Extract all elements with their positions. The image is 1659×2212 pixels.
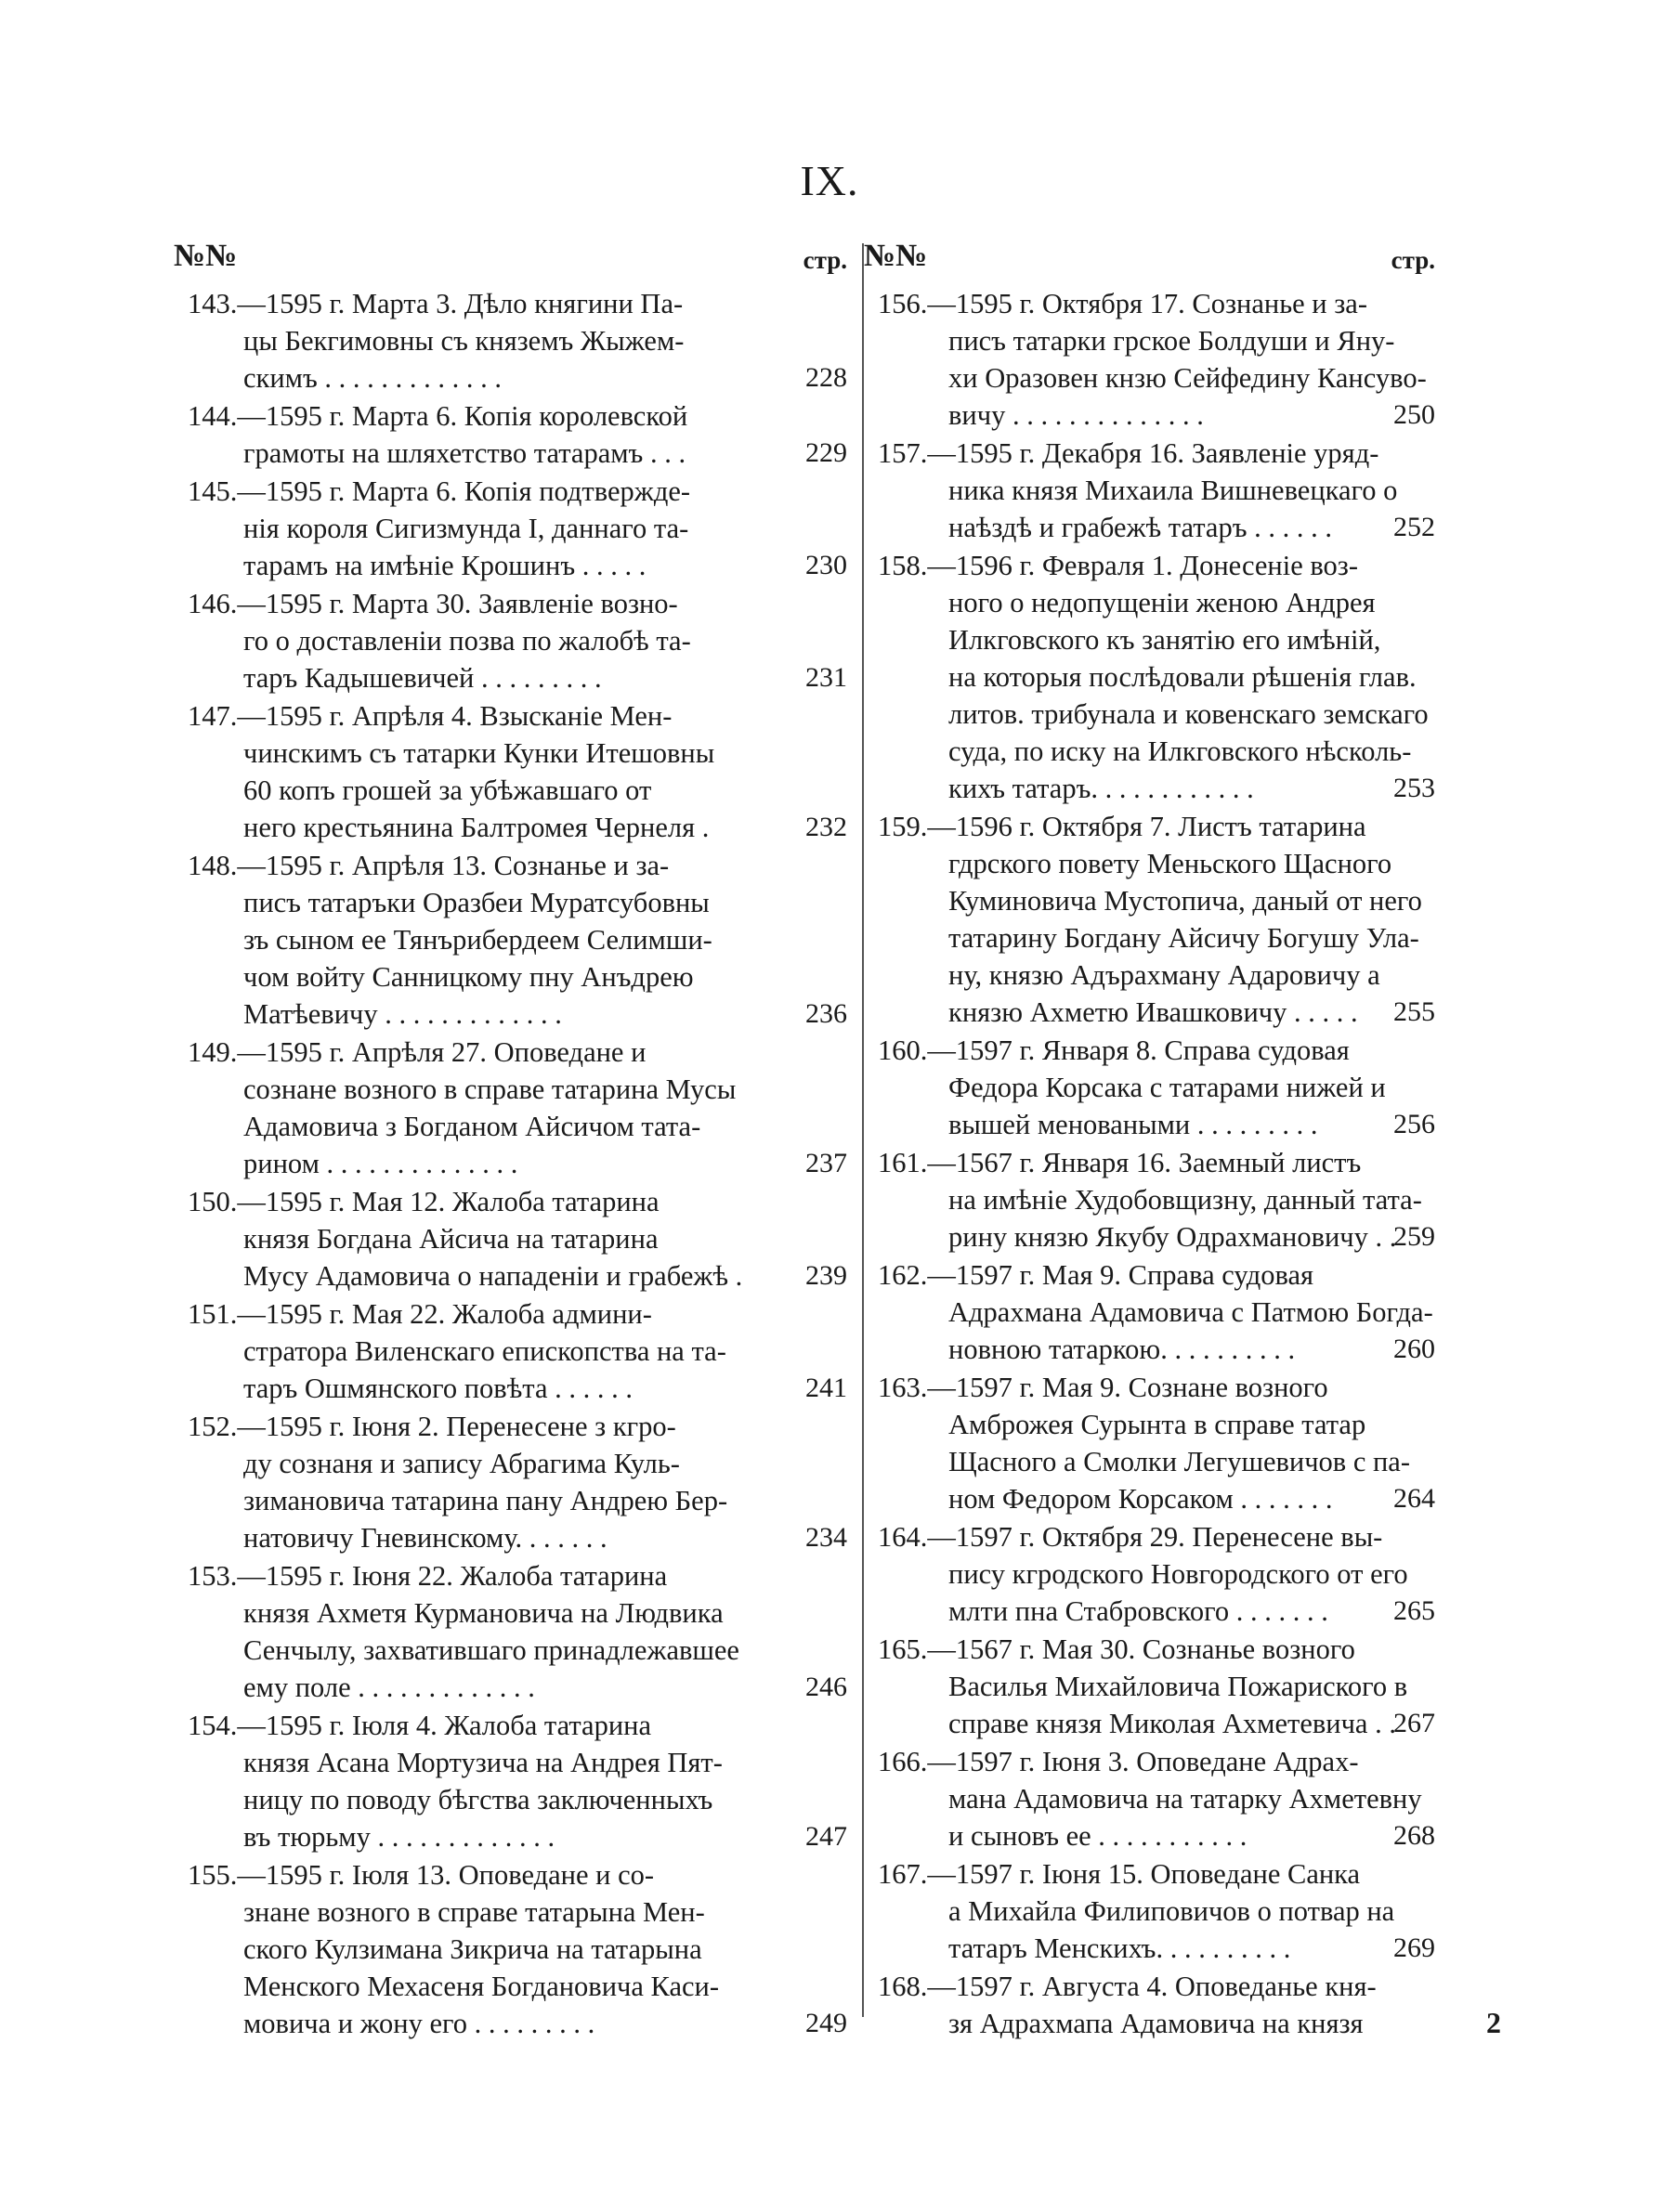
entry-continuation-line: вышей меноваными . . . . . . . . .	[948, 1109, 1318, 1140]
right-column	[864, 237, 1435, 2043]
entry-continuation-line: грамоты на шляхетство татарамъ . . .	[243, 437, 686, 469]
toc-entry	[188, 1295, 847, 1407]
entry-page-number: 236	[805, 998, 847, 1029]
toc-entry	[188, 585, 847, 696]
entry-continuation-line: мана Адамовича на татарку Ахметевну	[948, 1783, 1422, 1815]
entry-continuation-line: хи Оразовен кнзю Сейфедину Кансуво-	[948, 362, 1427, 394]
toc-entry	[188, 397, 847, 472]
entry-title-line: 161.—1567 г. Января 16. Заемный листъ	[878, 1147, 1362, 1178]
toc-entry	[878, 1631, 1435, 1742]
entry-continuation-line: Илкговского къ занятію его имѣній,	[948, 624, 1381, 656]
entry-title-line: 148.—1595 г. Апрѣля 13. Сознанье и за-	[188, 850, 670, 881]
entry-title-line: 153.—1595 г. Іюня 22. Жалоба татарина	[188, 1560, 668, 1592]
entry-page-number: 264	[1393, 1483, 1435, 1514]
entry-continuation-line: чинскимъ съ татарки Кунки Итешовны	[243, 737, 715, 769]
entry-title-line: 166.—1597 г. Іюня 3. Оповедане Адрах-	[878, 1746, 1359, 1777]
entry-continuation-line: зимановича татарина пану Андрею Бер-	[243, 1485, 728, 1516]
entry-continuation-line: нія короля Сигизмунда I, даннаго та-	[243, 513, 689, 544]
entry-continuation-line: а Михайла Филиповичов о потвар на	[948, 1895, 1395, 1927]
entry-continuation-line: на имѣніе Худобовщизну, данный тата-	[948, 1184, 1422, 1216]
entry-page-number: 247	[805, 1821, 847, 1852]
entry-continuation-line: вичу . . . . . . . . . . . . . .	[948, 399, 1204, 431]
entry-page-number: 267	[1393, 1708, 1435, 1738]
entry-continuation-line: скимъ . . . . . . . . . . . . .	[243, 362, 502, 394]
entry-page-number: 268	[1393, 1820, 1435, 1851]
entry-continuation-line: Куминовича Мустопича, даный от него	[948, 885, 1422, 917]
entry-continuation-line: суда, по иску на Илкговского нѣсколь-	[948, 735, 1412, 767]
entry-continuation-line: и сыновъ ее . . . . . . . . . . .	[948, 1820, 1248, 1852]
entry-continuation-line: зъ сыном ее Тянърибердеем Селимши-	[243, 924, 712, 956]
entry-title-line: 149.—1595 г. Апрѣля 27. Оповедане и	[188, 1036, 647, 1068]
entry-title-line: 163.—1597 г. Мая 9. Сознане возного	[878, 1372, 1328, 1403]
entry-page-number: 265	[1393, 1595, 1435, 1626]
entry-continuation-line: писъ татарки грское Болдуши и Яну-	[948, 325, 1395, 357]
entry-continuation-line: писъ татаръки Оразбеи Муратсубовны	[243, 887, 710, 918]
entry-page-number: 255	[1393, 996, 1435, 1027]
entry-continuation-line: млти пна Стабровского . . . . . . .	[948, 1595, 1328, 1627]
toc-entry	[188, 847, 847, 1033]
entry-page-number: 256	[1393, 1109, 1435, 1139]
toc-entry	[188, 1183, 847, 1295]
entry-continuation-line: князю Ахметю Ивашковичу . . . . .	[948, 996, 1358, 1028]
entry-page-number: 232	[805, 812, 847, 842]
entry-title-line: 146.—1595 г. Марта 30. Заявленіе возно-	[188, 588, 678, 619]
entry-page-number: 259	[1393, 1221, 1435, 1252]
entry-continuation-line: татарину Богдану Айсичу Богушу Ула-	[948, 922, 1419, 954]
entry-continuation-line: наѣздѣ и грабежѣ татаръ . . . . . .	[948, 512, 1332, 543]
entry-continuation-line: таръ Ошмянского повѣта . . . . . .	[243, 1373, 634, 1404]
entry-continuation-line: Адамовича з Богданом Айсичом тата-	[243, 1111, 701, 1142]
entry-title-line: 143.—1595 г. Марта 3. Дѣло княгини Па-	[188, 288, 684, 319]
toc-entry	[878, 1256, 1435, 1368]
entry-continuation-line: на которыя послѣдовали рѣшенія глав.	[948, 661, 1417, 693]
entry-continuation-line: сознане возного в справе татарина Мусы	[243, 1073, 737, 1105]
entry-continuation-line: натовичу Гневинскому. . . . . . .	[243, 1522, 607, 1554]
entry-continuation-line: ного о недопущеніи женою Андрея	[948, 587, 1376, 618]
entry-page-number: 230	[805, 550, 847, 580]
toc-entry	[878, 547, 1435, 807]
entry-title-line: 160.—1597 г. Января 8. Справа судовая	[878, 1034, 1350, 1066]
entry-page-number: 246	[805, 1672, 847, 1702]
entry-continuation-line: стратора Виленскагo епископства на та-	[243, 1335, 726, 1367]
entry-continuation-line: справе князя Миколая Ахметевича . .	[948, 1708, 1396, 1739]
entry-continuation-line: татаръ Менскихъ. . . . . . . . . .	[948, 1932, 1291, 1964]
entry-title-line: 156.—1595 г. Октября 17. Сознанье и за-	[878, 288, 1367, 319]
toc-entry	[878, 1855, 1435, 1967]
entry-title-line: 144.—1595 г. Марта 6. Копія королевской	[188, 400, 688, 432]
entry-continuation-line: ника князя Михаила Вишневецкаго о	[948, 475, 1398, 506]
entry-continuation-line: ном Федором Корсаком . . . . . . .	[948, 1483, 1333, 1515]
entry-continuation-line: чом войту Санницкому пну Анъдрею	[243, 961, 694, 993]
column-header	[864, 237, 1435, 285]
entry-continuation-line: Щасного а Смолки Легушевичов с па-	[948, 1446, 1410, 1477]
entry-continuation-line: зя Адрахмапа Адамовича на князя	[948, 2008, 1364, 2039]
entry-continuation-line: Федора Корсака с татарами нижей и	[948, 1072, 1386, 1103]
column-divider	[862, 243, 864, 2017]
entry-page-number: 252	[1393, 512, 1435, 542]
toc-entry	[878, 1743, 1435, 1854]
entry-continuation-line: ницу по поводу бѣгства заключенныхъ	[243, 1784, 713, 1815]
entry-page-number: 253	[1393, 773, 1435, 803]
entry-continuation-line: рином . . . . . . . . . . . . . .	[243, 1148, 518, 1179]
toc-entry	[878, 1518, 1435, 1630]
entry-title-line: 168.—1597 г. Августа 4. Оповеданье кня-	[878, 1971, 1377, 2002]
column-header	[174, 237, 847, 285]
toc-entry	[878, 435, 1435, 546]
numbers-heading: №№	[174, 239, 238, 273]
entry-list	[878, 285, 1435, 2042]
entry-continuation-line: мовича и жону его . . . . . . . . .	[243, 2008, 595, 2039]
toc-entry	[878, 285, 1435, 434]
entry-title-line: 157.—1595 г. Декабря 16. Заявленіе уряд-	[878, 437, 1379, 469]
entry-page-number: 249	[805, 2008, 847, 2038]
toc-entry	[188, 1034, 847, 1182]
entry-continuation-line: Сенчылу, захватившаго принадлежавшее	[243, 1634, 739, 1666]
entry-continuation-line: Адрахмана Адамовича с Патмою Богда-	[948, 1296, 1433, 1328]
entry-continuation-line: князя Богдана Айсича на татарина	[243, 1223, 659, 1255]
page-number: IX.	[800, 157, 859, 204]
toc-entry	[188, 1707, 847, 1855]
entry-continuation-line: таръ Кадышевичей . . . . . . . . .	[243, 662, 602, 694]
page-heading: стр.	[1391, 246, 1435, 274]
entry-title-line: 159.—1596 г. Октября 7. Листъ татарина	[878, 811, 1366, 842]
entry-continuation-line: знане возного в справе татарына Мен-	[243, 1896, 705, 1928]
toc-entry	[878, 1369, 1435, 1517]
entry-list	[188, 285, 847, 2042]
toc-entry	[188, 1557, 847, 1706]
entry-title-line: 152.—1595 г. Іюня 2. Перенесене з кгро-	[188, 1411, 676, 1442]
entry-continuation-line: Амброжея Сурынта в справе татар	[948, 1409, 1366, 1440]
entry-continuation-line: ну, князю Адърахману Адаровичу а	[948, 959, 1380, 991]
numbers-heading: №№	[864, 239, 928, 273]
entry-continuation-line: рину князю Якубу Одрахмановичу . .	[948, 1221, 1397, 1253]
entry-continuation-line: ему поле . . . . . . . . . . . . .	[243, 1672, 535, 1703]
entry-page-number: 229	[805, 437, 847, 468]
entry-title-line: 150.—1595 г. Мая 12. Жалоба татарина	[188, 1186, 660, 1217]
entry-page-number: 234	[805, 1522, 847, 1553]
entry-title-line: 151.—1595 г. Мая 22. Жалоба админи-	[188, 1298, 652, 1330]
entry-continuation-line: гдрского повету Меньского Щасного	[948, 848, 1392, 879]
toc-entry	[878, 1032, 1435, 1143]
entry-continuation-line: го о доставленіи позва по жалобѣ та-	[243, 625, 691, 657]
entry-continuation-line: ду сознаня и запису Абрагима Куль-	[243, 1448, 680, 1479]
entry-continuation-line: Мусу Адамовича о нападеніи и грабежѣ .	[243, 1260, 743, 1292]
toc-entry	[188, 473, 847, 584]
entry-page-number: 250	[1393, 399, 1435, 430]
entry-title-line: 162.—1597 г. Мая 9. Справа судовая	[878, 1259, 1314, 1291]
entry-continuation-line: Матѣевичу . . . . . . . . . . . . .	[243, 998, 562, 1030]
entry-continuation-line: цы Бекгимовны съ княземъ Жыжем-	[243, 325, 685, 357]
entry-continuation-line: кихъ татаръ. . . . . . . . . . . .	[948, 773, 1254, 804]
left-column	[174, 237, 847, 2043]
entry-page-number: 228	[805, 362, 847, 393]
entry-page-number: 260	[1393, 1334, 1435, 1364]
entry-title-line: 147.—1595 г. Апрѣля 4. Взысканіе Мен-	[188, 700, 673, 732]
entry-continuation-line: литов. трибунала и ковенскаго земскаго	[948, 698, 1429, 730]
entry-continuation-line: ского Кулзимана Зикрича на татарына	[243, 1933, 702, 1965]
toc-entry	[188, 697, 847, 846]
entry-title-line: 158.—1596 г. Февраля 1. Донесеніе воз-	[878, 550, 1359, 581]
entry-continuation-line: 60 копъ грошей за убѣжавшаго от	[243, 774, 652, 806]
entry-continuation-line: въ тюрьму . . . . . . . . . . . . .	[243, 1821, 555, 1853]
entry-title-line: 165.—1567 г. Мая 30. Сознанье возного	[878, 1633, 1355, 1665]
toc-entry	[188, 1856, 847, 2042]
entry-title-line: 154.—1595 г. Іюля 4. Жалоба татарина	[188, 1710, 652, 1741]
entry-title-line: 145.—1595 г. Марта 6. Копія подтвержде-	[188, 475, 691, 507]
toc-entry	[188, 1408, 847, 1556]
toc-entry	[878, 1144, 1435, 1256]
entry-page-number: 269	[1393, 1932, 1435, 1963]
toc-entry	[878, 1968, 1435, 2042]
entry-continuation-line: князя Асана Мортузича на Андрея Пят-	[243, 1747, 723, 1778]
entry-page-number: 231	[805, 662, 847, 693]
entry-continuation-line: него крестьянина Балтромея Чернеля .	[243, 812, 710, 843]
entry-continuation-line: новною татаркою. . . . . . . . . .	[948, 1334, 1296, 1365]
entry-continuation-line: тарамъ на имѣніе Крошинъ . . . . .	[243, 550, 647, 581]
entry-page-number: 241	[805, 1373, 847, 1403]
entry-page-number: 237	[805, 1148, 847, 1178]
entry-title-line: 167.—1597 г. Іюня 15. Оповедане Санка	[878, 1858, 1361, 1890]
entry-continuation-line: пису кгродского Новгородского от его	[948, 1558, 1408, 1590]
toc-entry	[878, 808, 1435, 1031]
entry-continuation-line: Василья Михайловича Пожариского в	[948, 1671, 1408, 1702]
entry-title-line: 155.—1595 г. Іюля 13. Оповедане и со-	[188, 1859, 655, 1891]
entry-title-line: 164.—1597 г. Октября 29. Перенесене вы-	[878, 1521, 1383, 1553]
toc-entry	[188, 285, 847, 397]
entry-page-number: 239	[805, 1260, 847, 1291]
sheet-signature-mark: 2	[1486, 2006, 1501, 2039]
entry-continuation-line: Менского Мехасеня Богдановича Каси-	[243, 1971, 720, 2002]
page-heading: стр.	[803, 246, 847, 274]
entry-continuation-line: князя Ахметя Курмановича на Людвика	[243, 1597, 724, 1629]
